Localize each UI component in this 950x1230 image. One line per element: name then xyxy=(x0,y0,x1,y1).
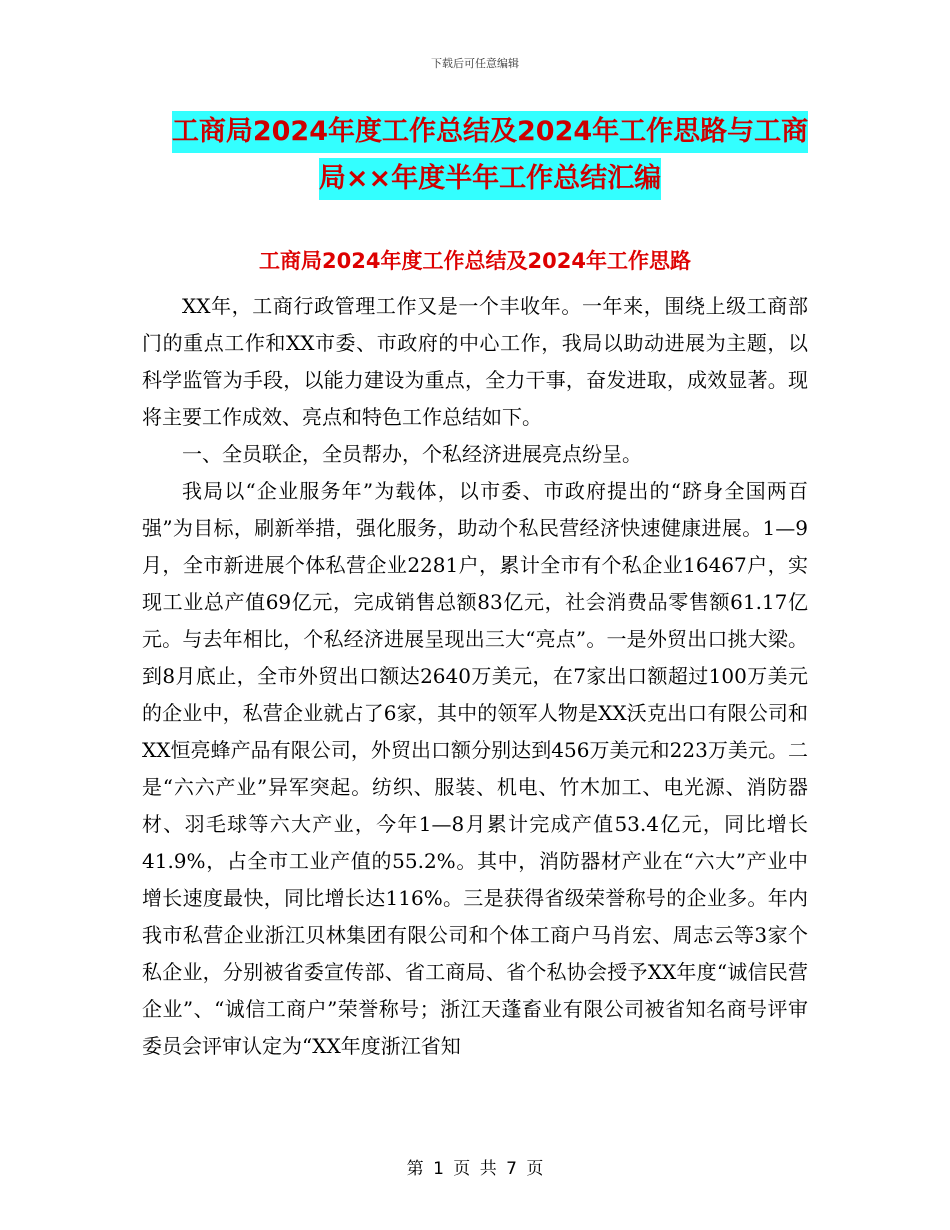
body-text xyxy=(142,288,808,1065)
section-title: 工商局2024年度工作总结及2024年工作思路 xyxy=(259,249,691,273)
paragraph-intro: XX年，工商行政管理工作又是一个丰收年。一年来，围绕上级工商部门的重点工作和XX市委、市政府的中心工作，我局以助动进展为主题，以科学监管为手段，以能力建设为重点，全力干事，奋发进取，成效显著。现将主要工作成效、亮点和特色工作总结如下。 xyxy=(142,294,808,429)
page-footer: 第 1 页 共 7 页 xyxy=(406,1159,544,1179)
paragraph-heading-1: 一、全员联企，全员帮办，个私经济进展亮点纷呈。 xyxy=(182,442,642,466)
document-title xyxy=(140,108,840,202)
title-line-1: 工商局2024年度工作总结及2024年工作思路与工商 xyxy=(172,111,808,153)
header-note: 下载后可任意编辑 xyxy=(431,57,519,70)
title-line-2: 局××年度半年工作总结汇编 xyxy=(319,158,661,200)
paragraph-main: 我局以“企业服务年”为载体，以市委、市政府提出的“跻身全国两百强”为目标，刷新举措，强化服务，助动个私民营经济快速健康进展。1—9月，全市新进展个体私营企业2281户，累计全市有个私企业16467户，实现工业总产值69亿元，完成销售总额83亿元，社会消费品零售额61.17亿元。与去年相比，个私经济进展呈现出三大“亮点”。一是外贸出口挑大梁。到8月底止，全市外贸出口额达2640万美元，在7家出口额超过100万美元的企业中，私营企业就占了6家，其中的领军人物是XX沃克出口有限公司和XX恒亮蜂产品有限公司，外贸出口额分别达到456万美元和223万美元。二是“六六产业”异军突起。纺织、服装、机电、竹木加工、电光源、消防器材、羽毛球等六大产业，今年1—8月累计完成产值53.4亿元，同比增长41.9%，占全市工业产值的55.2%。其中，消防器材产业在“六大”产业中增长速度最快，同比增长达116%。三是获得省级荣誉称号的企业多。年内我市私营企业浙江贝林集团有限公司和个体工商户马肖宏、周志云等3家个私企业，分别被省委宣传部、省工商局、省个私协会授予XX年度“诚信民营企业”、“诚信工商户”荣誉称号；浙江天蓬畜业有限公司被省知名商号评审委员会评审认定为“XX年度浙江省知 xyxy=(142,479,808,1058)
